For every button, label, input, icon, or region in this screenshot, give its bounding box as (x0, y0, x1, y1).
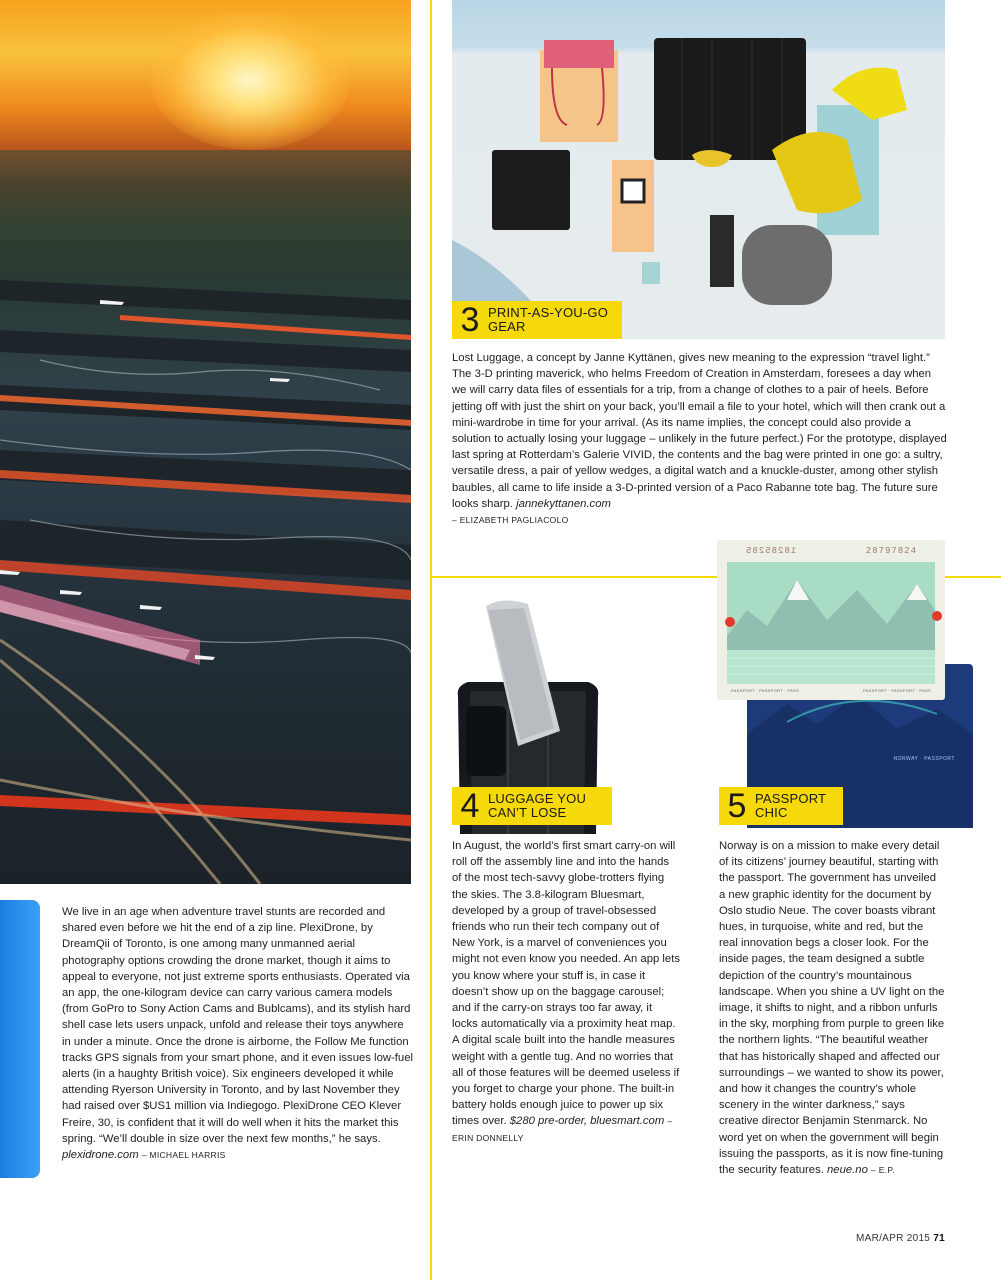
story-3-badge (452, 301, 622, 339)
page-folio (856, 1233, 945, 1244)
passport-number-left: 18285285 (745, 546, 797, 556)
story-5-number: 5 (727, 787, 747, 825)
passport-photo (717, 540, 973, 828)
airport-illustration (0, 0, 411, 884)
story-4-title: LUGGAGE YOU CAN’T LOSE (488, 791, 587, 820)
drone-story-url: plexidrone.com (62, 1149, 139, 1162)
story-3-credit: – ELIZABETH PAGLIACOLO (452, 515, 569, 526)
story-4-number: 4 (460, 787, 480, 825)
story-5-url: neue.no (827, 1164, 868, 1177)
drone-story-credit: – MICHAEL HARRIS (141, 1150, 226, 1161)
gear-still-life (452, 0, 945, 339)
drone-photo-edge (0, 900, 40, 1178)
airport-aerial-photo (0, 0, 411, 884)
story-4-url: $280 pre-order, bluesmart.com (509, 1115, 665, 1128)
story-5-badge (719, 787, 843, 825)
page-number: 71 (933, 1233, 945, 1244)
story-3-url: jannekyttanen.com (516, 497, 611, 510)
story-3-title: PRINT-AS-YOU-GO GEAR (488, 305, 609, 334)
story-5-title: PASSPORT CHIC (755, 791, 827, 820)
drone-story-body: We live in an age when adventure travel stunts are recorded and shared even before we hit the end of a zip line. PlexiDrone, by DreamQii of Toronto, is one among many unmanned aerial photography options crowding the drone market, though it aims to appeal to everyone, not just extreme sports enthusiasts. Operated via an app, the one-kilogram device can carry various camera models (from GoPro to Sony Action Cams and Bublcams), and its stylish hard shell case lets users unpack, unfold and release their toys anywhere in under a minute. Once the drone is airborne, the Follow Me function tracks GPS signals from your smart phone, and it even issues low-fuel alerts (in a haughty British voice). Six engineers developed it while attending Ryerson University in Toronto, and by last November they had raised over $US1 million via Indiegogo. PlexiDrone CEO Klever Freire, 30, is confident that it will do well when it hits the market this spring. “We’ll double in size over the next few months,” he says. plexidrone.com – MICHAEL HARRIS (62, 906, 413, 1162)
story-3-number: 3 (460, 301, 480, 339)
issue-date: MAR/APR 2015 (855, 1233, 931, 1244)
passport-page (717, 540, 945, 700)
passport-footer-right: PASSPORT · PASSPORT · PASS (863, 688, 931, 693)
printed-gear-photo (452, 0, 945, 339)
cover-label: NORWAY · PASSPORT (893, 756, 955, 762)
story-5-body: Norway is on a mission to make every detail of its citizens’ journey beautiful, starting with the passport. The government has unveiled a new graphic identity for the document by Oslo studio Neue. The cover boasts vibrant hues, in turquoise, white and red, but the real innovation begs a closer look. For the inside pages, the team designed a subtle depiction of the country’s mountainous landscape. When you shine a UV light on the image, it shifts to night, and a ribbon unfurls in the sky, morphing from purple to green like the northern lights. “The beautiful weather that has historically shaped and affected our surroundings – we wanted to show its power, and how it changes the country’s whole scenery in the winter darkness,” says creative director Benjamin Stenmarck. No word yet on when the government will begin issuing the passports, as it is now fine-tuning the security features. neue.no – E.P. (719, 840, 945, 1177)
yellow-vertical-rule (430, 0, 432, 1280)
story-3-body: Lost Luggage, a concept by Janne Kyttänen, gives new meaning to the expression “travel light.” The 3-D printing maverick, who helms Freedom of Creation in Amsterdam, foresees a day when we will carry data files of essentials for a trip, from a change of clothes to a pair of heels. Before jetting off with just the shirt on your back, you’ll email a file to your hotel, which will then crank out a mini-wardrobe in time for your arrival. (As its name implies, the concept could also provide a solution to actually losing your luggage – unlikely in the future perfect.) For the prototype, displayed last spring at Rotterdam’s Galerie VIVID, the contents and the bag were printed in one go: a sultry, versatile dress, a pair of yellow wedges, a digital watch and a knuckle-duster, among other stylish baubles, all came to life inside a 3-D-printed version of a Paco Rabanne tote bag. The future sure looks sharp. jannekyttanen.com – ELIZABETH PAGLIACOLO (452, 352, 947, 526)
passport-number-right: 28797824 (865, 546, 917, 556)
passport-landscape (717, 540, 945, 700)
story-4-body: In August, the world’s first smart carry-on will roll off the assembly line and into the hands of the most tech-savvy globe-trotters flying the skies. The 3.8-kilogram Bluesmart, developed by a group of travel-obsessed friends who run their tech company out of New York, is a marvel of conveniences you might not even know you needed. An app lets you know where your stuff is, in case it doesn’t show up on the baggage carousel; and if the carry-on strays too far away, it locks automatically via a proximity heat map. A digital scale built into the handle measures weight with a gentle tug. And no worries that all of those features will be deemed useless if you forget to charge your phone. The built-in battery holds enough juice to power up six times over. $280 pre-order, bluesmart.com – ERIN DONNELLY (452, 840, 680, 1143)
passport-footer-left: PASSPORT · PASSPORT · PASS (731, 688, 799, 693)
story-4-badge (452, 787, 612, 825)
story-5-credit: – E.P. (871, 1165, 895, 1176)
story-4-credit: – ERIN DONNELLY (452, 1116, 673, 1143)
